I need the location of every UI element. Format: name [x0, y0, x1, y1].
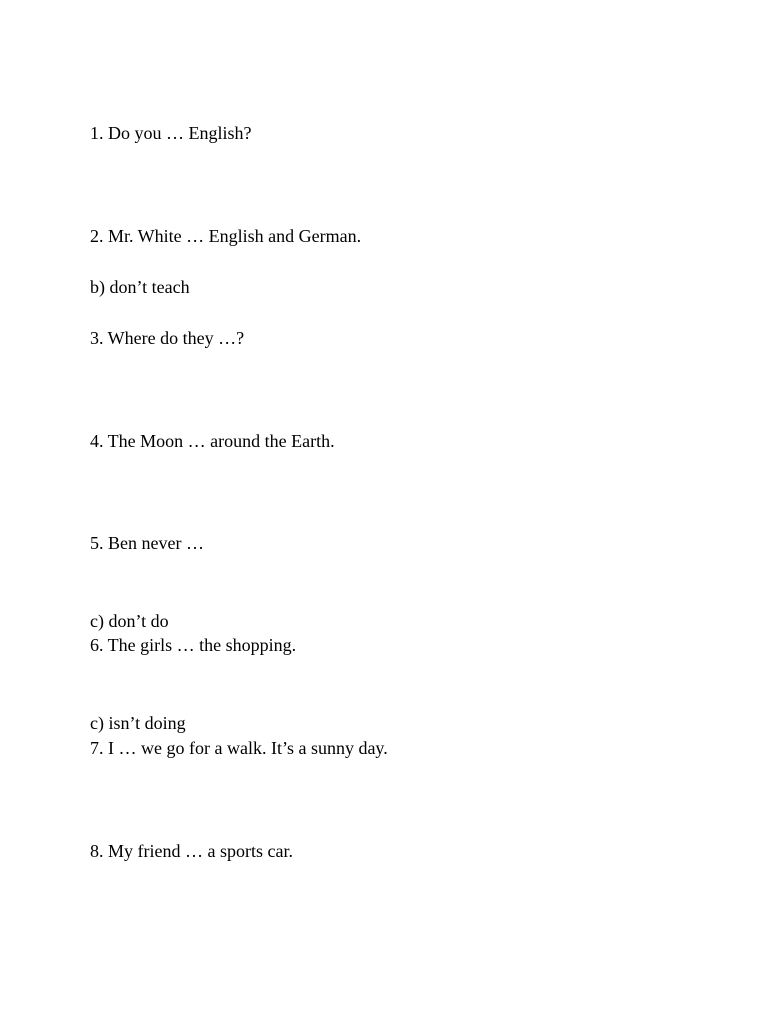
question-3: 3. Where do they …?	[90, 328, 245, 348]
question-8: 8. My friend … a sports car.	[90, 841, 293, 861]
answer-option-c: c) don’t do	[90, 611, 169, 631]
question-5: 5. Ben never …	[90, 533, 204, 553]
question-7: 7. I … we go for a walk. It’s a sunny day.	[90, 738, 388, 758]
question-6: 6. The girls … the shopping.	[90, 635, 297, 655]
question-4: 4. The Moon … around the Earth.	[90, 431, 335, 451]
question-2: 2. Mr. White … English and German.	[90, 226, 362, 246]
answer-option-b: b) don’t teach	[90, 277, 190, 297]
answer-option-c: c) isn’t doing	[90, 713, 186, 733]
question-1: 1. Do you … English?	[90, 123, 252, 143]
